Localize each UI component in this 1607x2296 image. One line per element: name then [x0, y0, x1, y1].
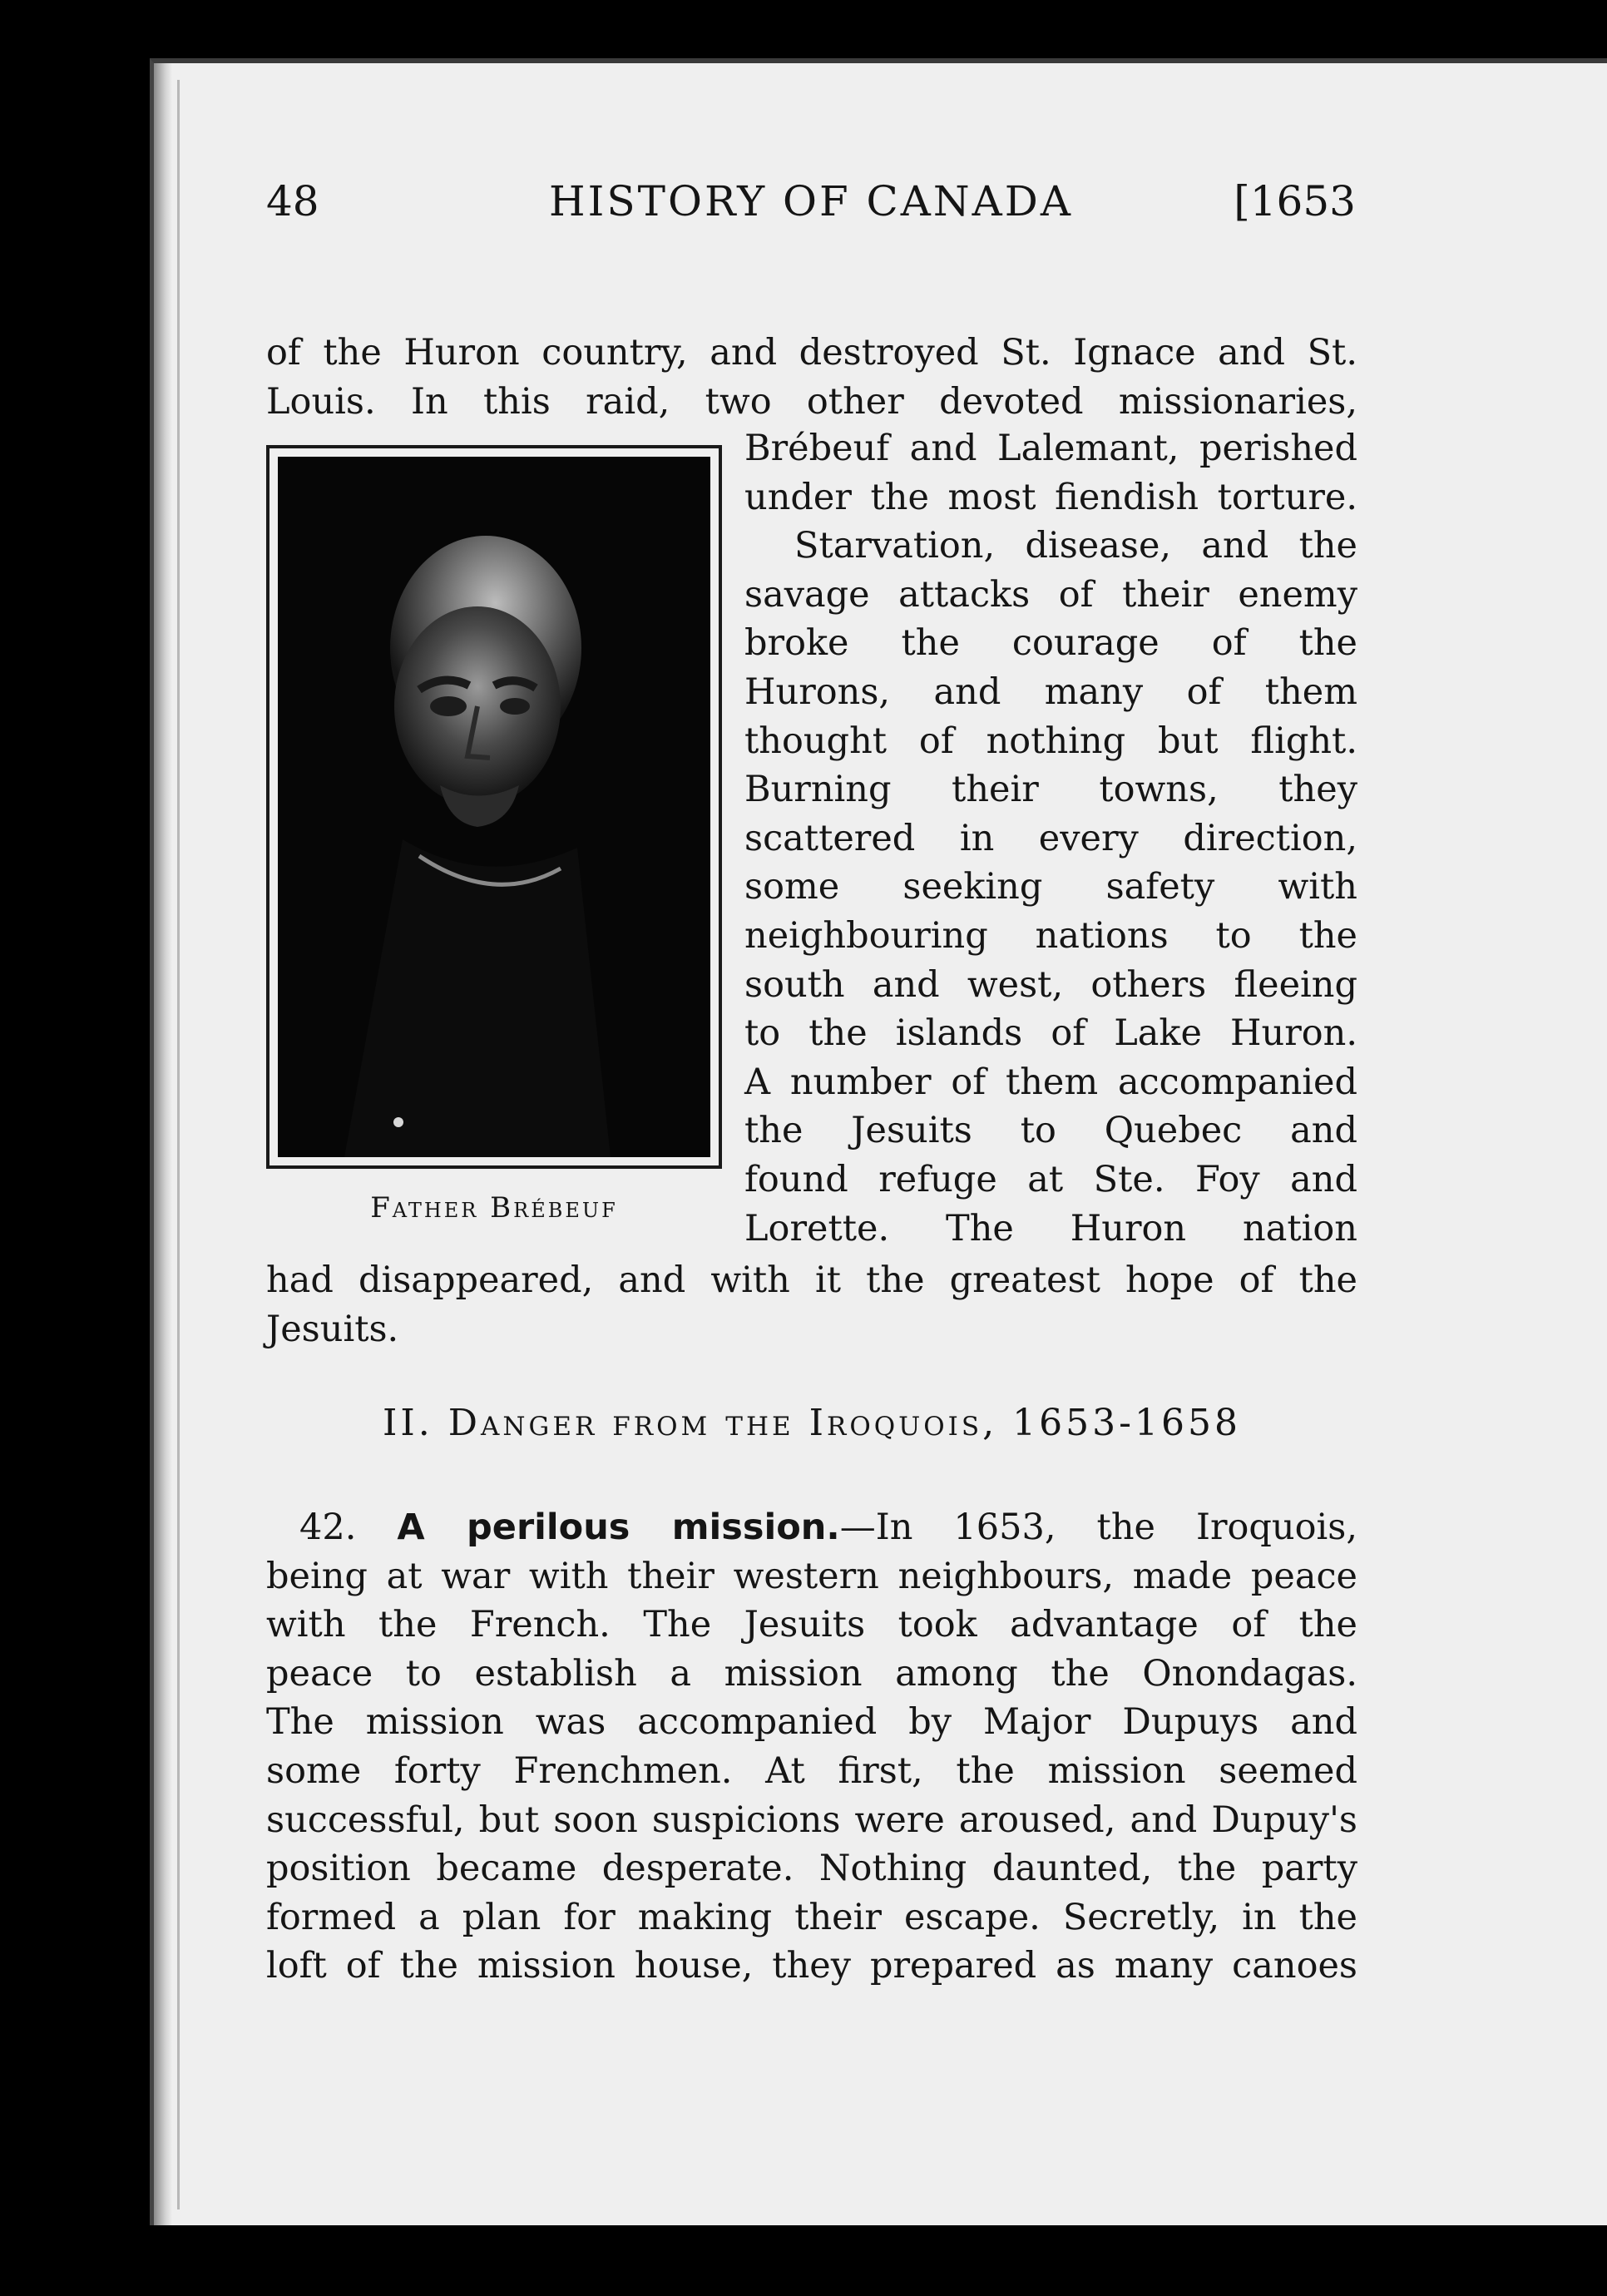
- text-line: Jesuits.: [266, 1308, 399, 1350]
- text-line: of the Huron country, and destroyed St. Ignace and St.: [266, 332, 1357, 374]
- paragraph-42: [266, 1503, 1357, 1991]
- text-line: with the French. The Jesuits took advantage of the: [266, 1604, 1357, 1646]
- portrait-image: [278, 457, 710, 1157]
- page-number: 48: [266, 177, 319, 225]
- opening-text: [266, 329, 1357, 426]
- text-line: some forty Frenchmen. At first, the mission seemed: [266, 1749, 1357, 1792]
- text-line: position became desperate. Nothing daunted, the party: [266, 1848, 1357, 1890]
- text-line: savage attacks of their enemy: [744, 573, 1357, 616]
- text-line: Starvation, disease, and the: [794, 525, 1357, 567]
- text-line: A number of them accompanied: [744, 1061, 1357, 1103]
- text-line: being at war with their western neighbours, made peace: [266, 1555, 1357, 1597]
- text-line: found refuge at Ste. Foy and: [744, 1158, 1357, 1200]
- em-dash: —: [839, 1507, 876, 1548]
- section-title: Danger from the Iroquois, 1653-1658: [447, 1402, 1241, 1444]
- text-line: to the islands of Lake Huron.: [744, 1012, 1357, 1055]
- portrait-illustration: [278, 457, 710, 1157]
- text-line: Hurons, and many of them: [744, 670, 1357, 713]
- running-header: [266, 175, 1356, 228]
- continuation-text: [266, 1256, 1357, 1353]
- text-line: under the most fiendish torture.: [744, 476, 1357, 518]
- binding-edge-line: [177, 80, 180, 2209]
- running-title: HISTORY OF CANADA: [549, 177, 1073, 225]
- figure-caption: Father Brébeuf: [370, 1191, 618, 1225]
- page-gutter-shadow: [154, 63, 172, 2225]
- text-line: Lorette. The Huron nation: [744, 1207, 1357, 1249]
- text-line: had disappeared, and with it the greatest hope of the: [266, 1259, 1357, 1301]
- section-numeral: II.: [383, 1402, 433, 1444]
- paragraph-lead-text: In 1653, the Iroquois,: [875, 1507, 1358, 1548]
- text-line: Burning their towns, they: [744, 769, 1357, 811]
- text-line: the Jesuits to Quebec and: [744, 1110, 1357, 1152]
- portrait-figure: [266, 445, 722, 1169]
- text-line: thought of nothing but flight.: [744, 720, 1357, 762]
- paragraph-heading: A perilous mission.: [397, 1507, 840, 1548]
- text-line: Brébeuf and Lalemant, perished: [744, 428, 1357, 469]
- text-line: south and west, others fleeing: [744, 963, 1357, 1006]
- text-line: loft of the mission house, they prepared as many canoes: [266, 1945, 1357, 1987]
- text-line: Louis. In this raid, two other devoted missionaries,: [266, 380, 1357, 423]
- wrapped-text-column: [744, 424, 1357, 1253]
- text-line: some seeking safety with: [744, 866, 1357, 908]
- text-line: The mission was accompanied by Major Dupuys and: [266, 1701, 1357, 1744]
- text-line: neighbouring nations to the: [744, 914, 1357, 957]
- header-year: [1653: [1234, 177, 1356, 225]
- paragraph-number: 42.: [299, 1507, 357, 1548]
- paragraph-first-line: [266, 1503, 1357, 1552]
- text-line: broke the courage of the: [744, 622, 1357, 665]
- text-line: peace to establish a mission among the Onondagas.: [266, 1652, 1357, 1695]
- section-heading: [266, 1402, 1357, 1444]
- text-line: formed a plan for making their escape. Secretly, in the: [266, 1896, 1357, 1938]
- text-line: successful, but soon suspicions were aroused, and Dupuy's: [266, 1799, 1357, 1841]
- text-line: scattered in every direction,: [744, 817, 1357, 859]
